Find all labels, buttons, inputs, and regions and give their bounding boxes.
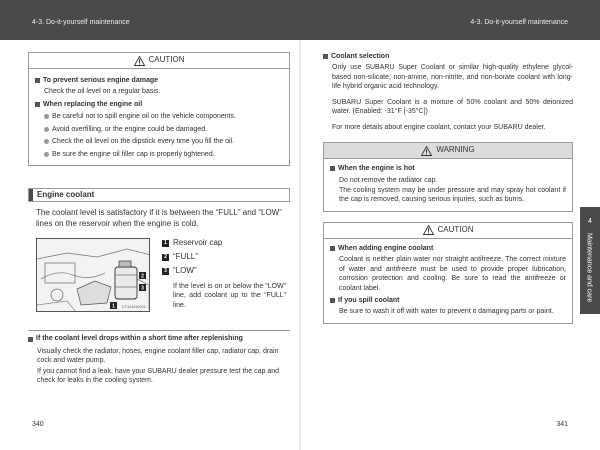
legend-item: 1 Reservoir cap (162, 238, 286, 249)
page-number-left: 340 (32, 421, 44, 428)
chapter-number: 4 (588, 218, 592, 225)
caution-box (28, 52, 290, 166)
list-item: Avoid overfilling, or the engine could be damaged. (35, 125, 283, 134)
caution-header (324, 223, 572, 239)
warning-box (323, 142, 573, 212)
section-title-engine-coolant: Engine coolant (28, 188, 290, 202)
warning-subheading: When the engine is hot (330, 164, 566, 173)
left-page (28, 52, 290, 386)
warning-text: Do not remove the radiator cap. (339, 176, 438, 184)
square-bullet-icon (323, 54, 328, 59)
caution-subheading: When replacing the engine oil (35, 100, 283, 109)
square-bullet-icon (28, 337, 33, 342)
square-bullet-icon (35, 78, 40, 83)
warning-title: WARNING (436, 145, 475, 155)
list-item: Be sure the engine oil filler cap is properly tightened. (35, 150, 283, 159)
drop-paragraph: Visually check the radiator, hoses, engine coolant filler cap, radiator cap, drain cock and water pump. (37, 347, 279, 365)
warning-triangle-icon (423, 225, 434, 235)
warning-triangle-icon (421, 146, 432, 156)
coolant-selection-text: SUBARU Super Coolant is a mixture of 50% coolant and 50% deionized water. (Enabled: -31°F [-35°C]) (332, 98, 573, 116)
bullet-dot-icon (44, 152, 49, 157)
coolant-selection-heading: Coolant selection (323, 52, 573, 61)
coolant-selection-text: Only use SUBARU Super Coolant or similar high-quality ethylene glycol-based non-silicate, non-amine, non-nitrite, and non-borate coolant with long-life hybrid organic acid technology. (332, 64, 573, 91)
section-divider (28, 330, 290, 331)
bullet-dot-icon (44, 114, 49, 119)
caution-box-right (323, 222, 573, 324)
legend-note: If the level is on or below the “LOW” line, add coolant up to the “FULL” line. (173, 282, 286, 309)
drop-subheading: If the coolant level drops within a short time after replenishing (28, 334, 290, 343)
legend-item: 2 “FULL” (162, 252, 286, 263)
header-right-title: 4-3. Do-it-yourself maintenance (470, 19, 568, 26)
right-page (323, 52, 573, 324)
warning-header (324, 143, 572, 159)
bullet-dot-icon (44, 127, 49, 132)
caution-subheading: If you spill coolant (330, 296, 566, 305)
caution-header (29, 53, 289, 69)
coolant-reservoir-illustration (36, 238, 150, 312)
figure-legend (162, 238, 286, 310)
svg-text:1: 1 (112, 303, 115, 310)
page-number-right: 341 (556, 421, 568, 428)
coolant-figure-row (28, 238, 290, 312)
square-bullet-icon (330, 298, 335, 303)
caution-text: Coolant is neither plain water nor straight antifreeze. The correct mixture of water and antifreeze must be used to provide proper lubrication, corrosion protection and cooling. Be sure to read the antifreeze or coolant label. (339, 256, 566, 292)
legend-item: 3 “LOW” (162, 266, 286, 277)
caution-title: CAUTION (148, 55, 185, 65)
page-header (0, 0, 600, 40)
page-spine (299, 40, 301, 450)
list-item: Check the oil level on the dipstick every time you fill the oil. (35, 137, 283, 146)
engine-bay-drawing (37, 239, 150, 312)
svg-text:2: 2 (141, 273, 144, 280)
list-item: Be careful not to spill engine oil on the vehicle components. (35, 112, 283, 121)
svg-text:3: 3 (141, 285, 144, 292)
coolant-selection-text: For more details about engine coolant, contact your SUBARU dealer. (332, 123, 546, 131)
square-bullet-icon (330, 246, 335, 251)
caution-text: Be sure to wash it off with water to prevent it damaging parts or paint. (339, 308, 554, 316)
figure-code: CT44AN0002 (121, 304, 146, 310)
drop-paragraph: If you cannot find a leak, have your SUBARU dealer pressure test the cap and check for leaks in the cooling system. (37, 367, 280, 385)
caution-text: Check the oil level on a regular basis. (44, 88, 161, 96)
warning-text: The cooling system may be under pressure and may spray hot coolant if the cap is removed, causing serious injuries, such as burns. (339, 186, 566, 204)
chapter-title: Maintenance and care (585, 233, 593, 303)
chapter-side-tab[interactable] (580, 207, 600, 314)
bullet-dot-icon (44, 139, 49, 144)
square-bullet-icon (330, 166, 335, 171)
caution-title: CAUTION (437, 224, 474, 234)
coolant-intro: The coolant level is satisfactory if it is between the “FULL” and “LOW” lines on the reservoir when the engine is cold. (36, 208, 282, 229)
warning-triangle-icon (134, 56, 145, 66)
header-left-title: 4-3. Do-it-yourself maintenance (32, 19, 130, 26)
square-bullet-icon (35, 102, 40, 107)
caution-subheading: To prevent serious engine damage (35, 76, 283, 85)
caution-subheading: When adding engine coolant (330, 244, 566, 253)
